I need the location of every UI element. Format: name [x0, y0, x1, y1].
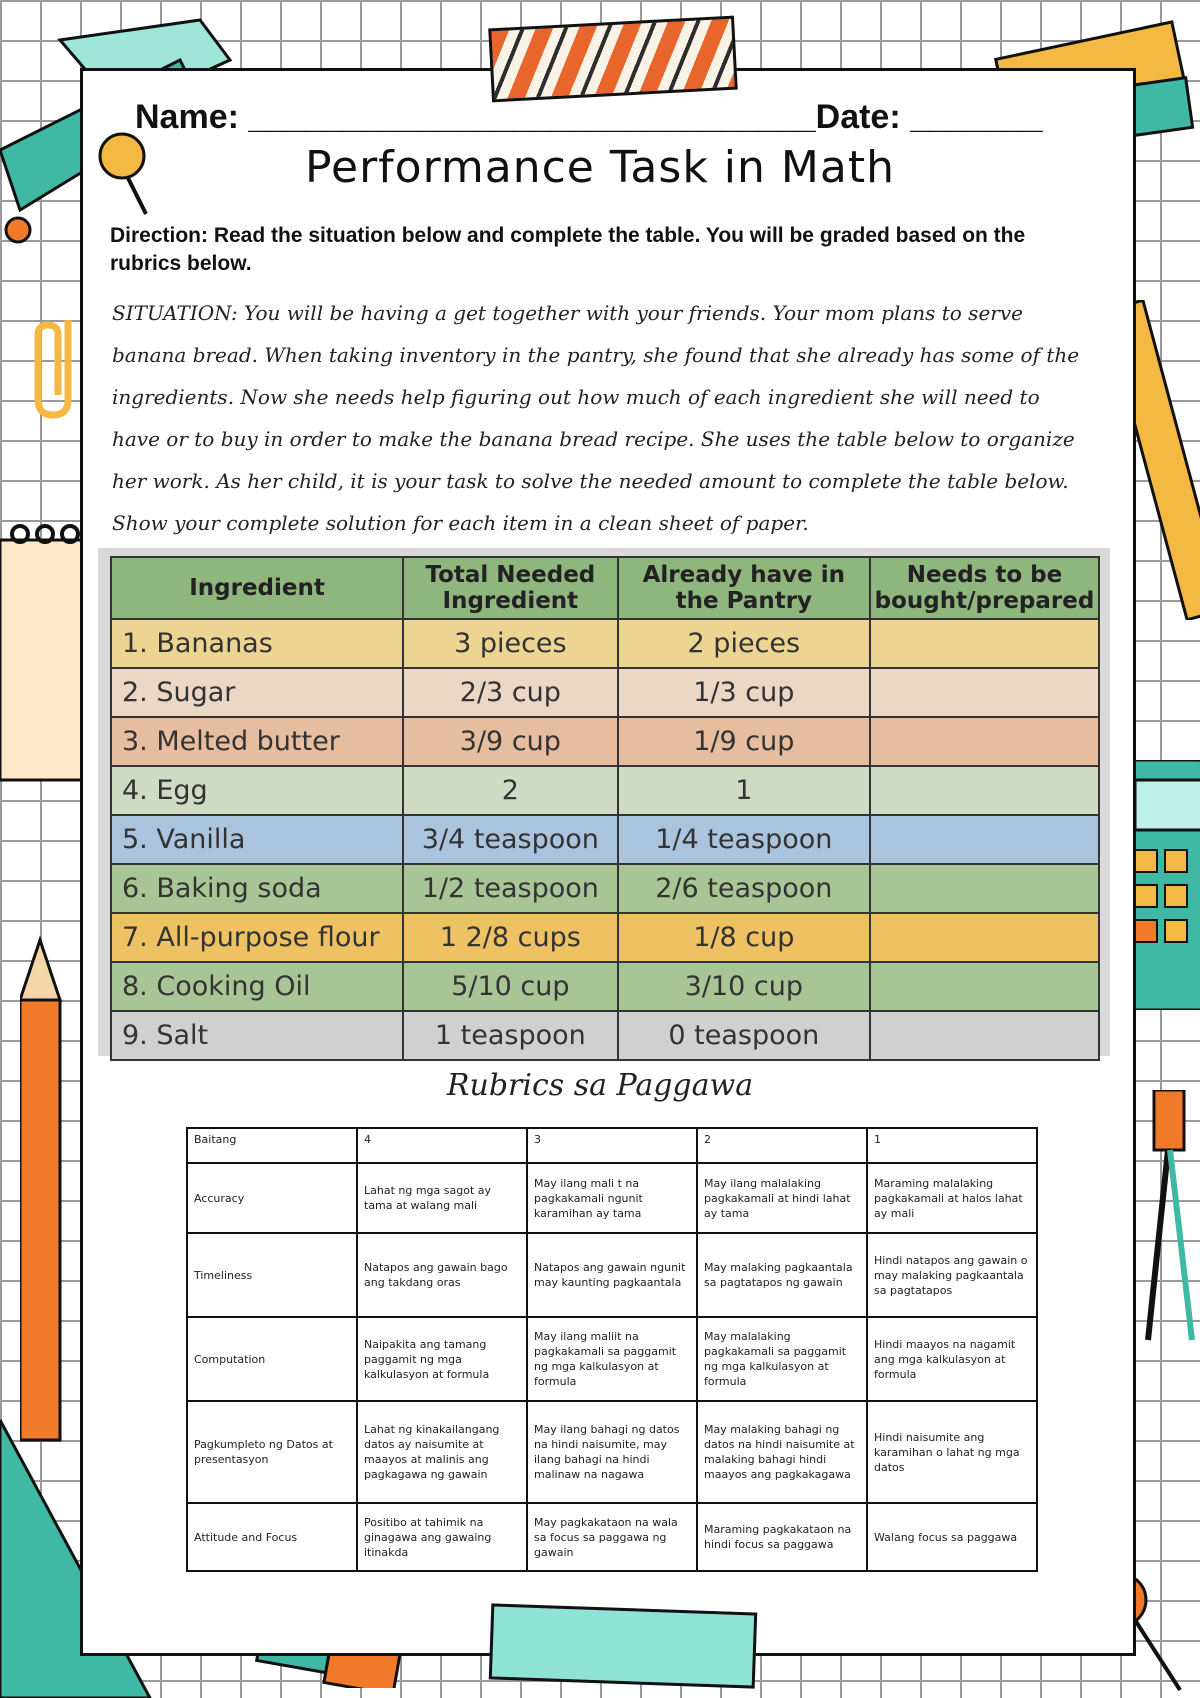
to-buy-cell[interactable]	[870, 913, 1099, 962]
rubric-cell: May malalaking pagkakamali sa paggamit ng mga kalkulasyon at formula	[697, 1317, 867, 1401]
rubric-cell: May ilang malalaking pagkakamali at hindi lahat ay tama	[697, 1163, 867, 1233]
rubric-cell: May pagkakataon na wala sa focus sa paggawa ng gawain	[527, 1503, 697, 1571]
rubric-cell: Natapos ang gawain bago ang takdang oras	[357, 1233, 527, 1317]
ruler-decoration	[1135, 300, 1200, 620]
rubric-row	[187, 1317, 1037, 1401]
rubric-cell: Hindi naisumite ang karamihan o lahat ng mga datos	[867, 1401, 1037, 1503]
rubric-cell: Hindi maayos na nagamit ang mga kalkulasyon at formula	[867, 1317, 1037, 1401]
table-row	[111, 619, 1099, 668]
situation-text: SITUATION: You will be having a get together with your friends. Your mom plans to serve banana bread. When taking inventory in the pantry, she found that she already has some of the ingredients. Now she needs help figuring out how much of each ingredient she will need to have or to buy in order to make the banana bread recipe. She uses the table below to organize her work. As her child, it is your task to solve the needed amount to complete the table below. Show your complete solution for each item in a clean sheet of paper.	[112, 301, 1080, 535]
rubric-row	[187, 1233, 1037, 1317]
column-header: Total Needed Ingredient	[403, 557, 618, 619]
table-row	[111, 1011, 1099, 1060]
ingredient-cell: 8. Cooking Oil	[111, 962, 403, 1011]
rubrics-title: Rubrics sa Paggawa	[446, 1068, 754, 1103]
pantry-cell: 2 pieces	[618, 619, 870, 668]
pantry-cell: 1/9 cup	[618, 717, 870, 766]
rubric-row	[187, 1401, 1037, 1503]
rubric-criterion: Computation	[187, 1317, 357, 1401]
compass-decoration	[1140, 1090, 1200, 1350]
ingredient-cell: 1. Bananas	[111, 619, 403, 668]
ingredients-table-panel	[98, 548, 1110, 1056]
rubrics-table	[186, 1127, 1038, 1572]
total-needed-cell: 2	[403, 766, 618, 815]
total-needed-cell: 3 pieces	[403, 619, 618, 668]
to-buy-cell[interactable]	[870, 766, 1099, 815]
to-buy-cell[interactable]	[870, 668, 1099, 717]
washi-tape-bottom	[489, 1603, 757, 1688]
rubric-cell: Maraming malalaking pagkakamali at halos lahat ay mali	[867, 1163, 1037, 1233]
to-buy-cell[interactable]	[870, 717, 1099, 766]
table-row	[111, 766, 1099, 815]
rubric-cell: Lahat ng kinakailangang datos ay naisumite at maayos at malinis ang pagkagawa ng gawain	[357, 1401, 527, 1503]
ingredient-cell: 2. Sugar	[111, 668, 403, 717]
rubric-cell: May ilang bahagi ng datos na hindi naisumite, may ilang bahagi na hindi malinaw na nagawa	[527, 1401, 697, 1503]
rubric-criterion: Timeliness	[187, 1233, 357, 1317]
column-header: Already have in the Pantry	[618, 557, 870, 619]
rubric-cell: May ilang maliit na pagkakamali sa paggamit ng mga kalkulasyon at formula	[527, 1317, 697, 1401]
ingredient-cell: 6. Baking soda	[111, 864, 403, 913]
rubric-cell: May ilang mali t na pagkakamali ngunit karamihan ay tama	[527, 1163, 697, 1233]
rubric-header-cell: 2	[697, 1128, 867, 1163]
total-needed-cell: 1 2/8 cups	[403, 913, 618, 962]
page-title: Performance Task in Math	[305, 142, 895, 193]
pantry-cell: 1	[618, 766, 870, 815]
total-needed-cell: 3/4 teaspoon	[403, 815, 618, 864]
total-needed-cell: 1/2 teaspoon	[403, 864, 618, 913]
ingredient-cell: 7. All-purpose flour	[111, 913, 403, 962]
rubric-header-cell: 4	[357, 1128, 527, 1163]
column-header: Ingredient	[111, 557, 403, 619]
table-row	[111, 913, 1099, 962]
ingredient-cell: 9. Salt	[111, 1011, 403, 1060]
rubric-header-cell: 1	[867, 1128, 1037, 1163]
rubric-cell: Naipakita ang tamang paggamit ng mga kalkulasyon at formula	[357, 1317, 527, 1401]
total-needed-cell: 5/10 cup	[403, 962, 618, 1011]
to-buy-cell[interactable]	[870, 815, 1099, 864]
table-row	[111, 962, 1099, 1011]
pantry-cell: 1/4 teaspoon	[618, 815, 870, 864]
rubric-cell: Walang focus sa paggawa	[867, 1503, 1037, 1571]
rubric-cell: Lahat ng mga sagot ay tama at walang mali	[357, 1163, 527, 1233]
table-row	[111, 864, 1099, 913]
ingredients-header-row	[111, 557, 1099, 619]
rubric-header-cell: Baitang	[187, 1128, 357, 1163]
rubric-cell: May malaking pagkaantala sa pagtatapos ng gawain	[697, 1233, 867, 1317]
paperclip-decoration	[28, 310, 88, 420]
pantry-cell: 3/10 cup	[618, 962, 870, 1011]
ingredient-cell: 5. Vanilla	[111, 815, 403, 864]
rubric-cell: Hindi natapos ang gawain o may malaking pagkaantala sa pagtatapos	[867, 1233, 1037, 1317]
to-buy-cell[interactable]	[870, 1011, 1099, 1060]
table-row	[111, 717, 1099, 766]
pantry-cell: 1/3 cup	[618, 668, 870, 717]
ingredient-cell: 4. Egg	[111, 766, 403, 815]
rubric-criterion: Attitude and Focus	[187, 1503, 357, 1571]
ingredient-cell: 3. Melted butter	[111, 717, 403, 766]
to-buy-cell[interactable]	[870, 962, 1099, 1011]
pantry-cell: 0 teaspoon	[618, 1011, 870, 1060]
rubric-row	[187, 1163, 1037, 1233]
rubric-cell: Maraming pagkakataon na hindi focus sa paggawa	[697, 1503, 867, 1571]
rubric-header-row	[187, 1128, 1037, 1163]
rubric-header-cell: 3	[527, 1128, 697, 1163]
to-buy-cell[interactable]	[870, 619, 1099, 668]
table-row	[111, 668, 1099, 717]
pantry-cell: 1/8 cup	[618, 913, 870, 962]
rubric-row	[187, 1503, 1037, 1571]
washi-tape-top	[488, 16, 738, 103]
direction-text: Direction: Read the situation below and complete the table. You will be graded based on the rubrics below.	[110, 224, 1026, 275]
column-header: Needs to be bought/prepared	[870, 557, 1099, 619]
table-row	[111, 815, 1099, 864]
total-needed-cell: 3/9 cup	[403, 717, 618, 766]
rubric-cell: Positibo at tahimik na ginagawa ang gawaing itinakda	[357, 1503, 527, 1571]
ingredients-table	[110, 556, 1100, 1061]
rubric-cell: Natapos ang gawain ngunit may kaunting pagkaantala	[527, 1233, 697, 1317]
name-date-line[interactable]: Name: ______________________________Date: _______	[135, 98, 1043, 136]
total-needed-cell: 1 teaspoon	[403, 1011, 618, 1060]
total-needed-cell: 2/3 cup	[403, 668, 618, 717]
pantry-cell: 2/6 teaspoon	[618, 864, 870, 913]
rubric-criterion: Pagkumpleto ng Datos at presentasyon	[187, 1401, 357, 1503]
rubric-criterion: Accuracy	[187, 1163, 357, 1233]
rubric-cell: May malaking bahagi ng datos na hindi naisumite at malaking bahagi hindi maayos ang pagkakagawa	[697, 1401, 867, 1503]
to-buy-cell[interactable]	[870, 864, 1099, 913]
